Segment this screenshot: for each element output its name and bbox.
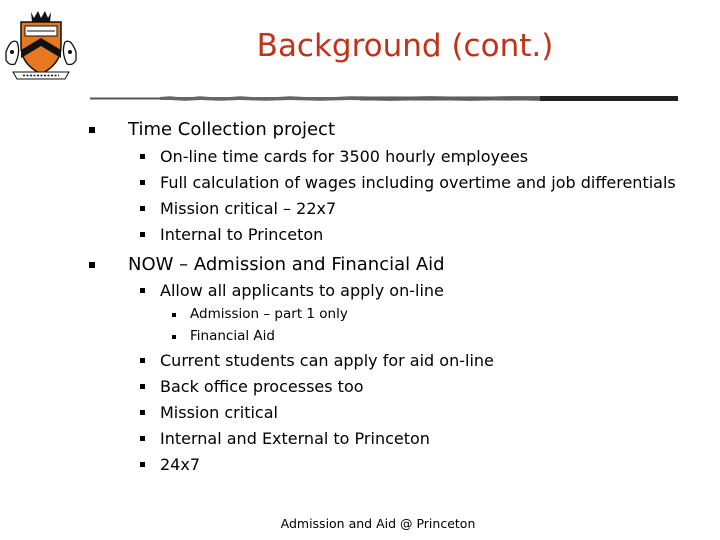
sub-bullet-back-office: Back office processes too: [160, 377, 364, 396]
slide-title: Background (cont.): [256, 28, 554, 64]
bullet-marker: [140, 384, 145, 389]
sub-bullet-internal-to-princeton: Internal to Princeton: [160, 225, 324, 244]
bullet-marker: [89, 262, 95, 268]
bullet-marker: [140, 436, 145, 441]
bullet-marker: [140, 410, 145, 415]
bullet-marker: [89, 127, 95, 133]
sub-bullet-full-calculation: Full calculation of wages including overtime and job differentials: [160, 173, 676, 192]
bullet-marker: [140, 462, 145, 467]
bullet-marker: [140, 288, 145, 293]
sub-bullet-24x7: 24x7: [160, 455, 201, 474]
sub-bullet-mission-critical-22x7: Mission critical – 22x7: [160, 199, 337, 218]
sub-bullet-online-time-cards: On-line time cards for 3500 hourly employees: [160, 147, 529, 166]
sub-bullet-internal-external: Internal and External to Princeton: [160, 429, 430, 448]
princeton-shield-icon: [3, 8, 79, 80]
sub-bullet-mission-critical: Mission critical: [160, 403, 278, 422]
bullet-marker: [172, 313, 176, 317]
bullet-marker: [172, 335, 176, 339]
title-divider: [90, 95, 678, 102]
bullet-marker: [140, 180, 145, 185]
bullet-marker: [140, 206, 145, 211]
sub-sub-bullet-admission-part1: Admission – part 1 only: [190, 306, 348, 322]
bullet-marker: [140, 154, 145, 159]
bullet-marker: [140, 232, 145, 237]
sub-bullet-current-students: Current students can apply for aid on-line: [160, 351, 494, 370]
bullet-time-collection: Time Collection project: [128, 119, 335, 140]
slide-footer: Admission and Aid @ Princeton: [280, 516, 476, 531]
bullet-admission-financial-aid: NOW – Admission and Financial Aid: [128, 254, 445, 275]
bullet-marker: [140, 358, 145, 363]
sub-bullet-allow-all-applicants: Allow all applicants to apply on-line: [160, 281, 444, 300]
sub-sub-bullet-financial-aid: Financial Aid: [190, 328, 275, 344]
